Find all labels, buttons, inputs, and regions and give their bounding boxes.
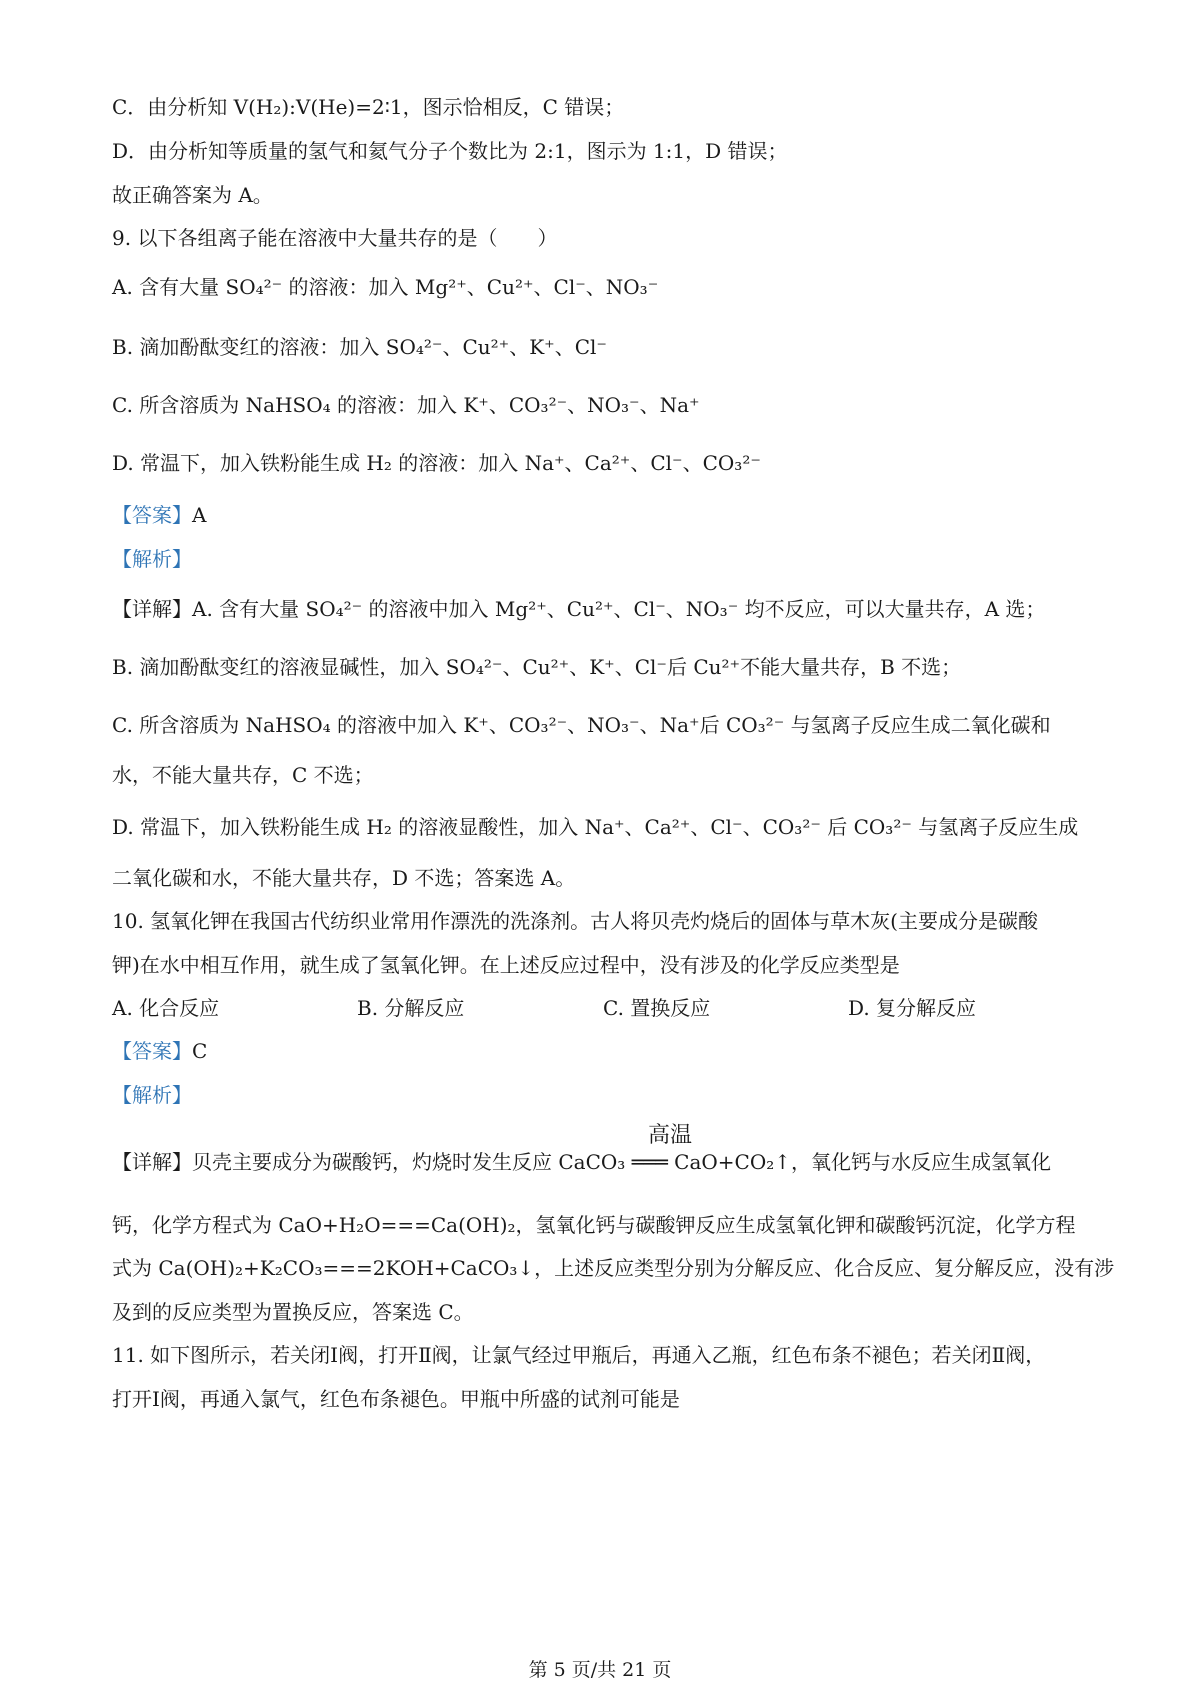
q8-conclusion: 故正确答案为 A。 (112, 183, 273, 207)
q9-option-b: B. 滴加酚酞变红的溶液：加入 SO₄²⁻、Cu²⁺、K⁺、Cl⁻ (112, 335, 607, 359)
q9-answer (112, 501, 206, 529)
q8-option-c-explanation: C．由分析知 V(H₂):V(He)=2∶1，图示恰相反，C 错误； (112, 95, 625, 119)
q10-option-a: A. 化合反应 (112, 996, 220, 1020)
q9-detail-tag: 【详解】 (112, 597, 192, 621)
q10-detail-text: 贝壳主要成分为碳酸钙，灼烧时发生反应 CaCO₃ ═══ CaO+CO₂↑，氧化钙与水反应生成氢氧化 (192, 1150, 1051, 1174)
q9-analysis (112, 545, 192, 573)
q9-answer-value: A (192, 503, 207, 527)
q9-option-c: C. 所含溶质为 NaHSO₄ 的溶液：加入 K⁺、CO₃²⁻、NO₃⁻、Na⁺ (112, 393, 700, 417)
q11-stem: 11. 如下图所示，若关闭Ⅰ阀，打开Ⅱ阀，让氯气经过甲瓶后，再通入乙瓶，红色布条不褪色；若关闭Ⅱ阀， (112, 1343, 1046, 1367)
q9-stem: 9. 以下各组离子能在溶液中大量共存的是（ ） (112, 226, 558, 250)
q9-detail-a (112, 595, 1045, 623)
q10-detail (112, 1148, 1051, 1176)
q10-stem: 10. 氢氧化钾在我国古代纺织业常用作漂洗的洗涤剂。古人将贝壳灼烧后的固体与草木灰(主要成分是碳酸 (112, 909, 1038, 933)
q10-stem-cont: 钾)在水中相互作用，就生成了氢氧化钾。在上述反应过程中，没有涉及的化学反应类型是 (112, 953, 900, 977)
reaction-condition: 高温 (648, 1123, 693, 1148)
q9-analysis-tag: 【解析】 (112, 547, 192, 571)
q9-detail-d: D. 常温下，加入铁粉能生成 H₂ 的溶液显酸性，加入 Na⁺、Ca²⁺、Cl⁻、CO₃²⁻ 后 CO₃²⁻ 与氢离子反应生成 (112, 815, 1079, 839)
q9-detail-c-cont: 水，不能大量共存，C 不选； (112, 763, 374, 787)
q9-option-a: A. 含有大量 SO₄²⁻ 的溶液：加入 Mg²⁺、Cu²⁺、Cl⁻、NO₃⁻ (112, 275, 659, 299)
q8-option-d-explanation: D．由分析知等质量的氢气和氦气分子个数比为 2:1，图示为 1:1，D 错误； (112, 139, 788, 163)
q10-analysis (112, 1081, 192, 1109)
q10-detail-cont-3: 及到的反应类型为置换反应，答案选 C。 (112, 1300, 474, 1324)
q10-option-d: D. 复分解反应 (848, 996, 977, 1020)
q10-detail-cont-2: 式为 Ca(OH)₂+K₂CO₃===2KOH+CaCO₃↓，上述反应类型分别为分解反应、化合反应、复分解反应，没有涉 (112, 1256, 1115, 1280)
q10-analysis-tag: 【解析】 (112, 1083, 192, 1107)
q9-option-d: D. 常温下，加入铁粉能生成 H₂ 的溶液：加入 Na⁺、Ca²⁺、Cl⁻、CO₃²⁻ (112, 451, 761, 475)
q9-detail-b: B. 滴加酚酞变红的溶液显碱性，加入 SO₄²⁻、Cu²⁺、K⁺、Cl⁻后 Cu²⁺不能大量共存，B 不选； (112, 655, 962, 679)
q10-detail-cont-1: 钙，化学方程式为 CaO+H₂O===Ca(OH)₂，氢氧化钙与碳酸钾反应生成氢氧化钾和碳酸钙沉淀，化学方程 (112, 1213, 1076, 1237)
q10-answer-tag: 【答案】 (112, 1039, 192, 1063)
q9-answer-tag: 【答案】 (112, 503, 192, 527)
q11-stem-cont: 打开Ⅰ阀，再通入氯气，红色布条褪色。甲瓶中所盛的试剂可能是 (112, 1387, 680, 1411)
q10-option-c: C. 置换反应 (603, 996, 711, 1020)
q10-answer-value: C (192, 1039, 208, 1063)
q10-option-b: B. 分解反应 (357, 996, 465, 1020)
q10-detail-tag: 【详解】 (112, 1150, 192, 1174)
q9-detail-a-text: A. 含有大量 SO₄²⁻ 的溶液中加入 Mg²⁺、Cu²⁺、Cl⁻、NO₃⁻ 均不反应，可以大量共存，A 选； (192, 597, 1046, 621)
q9-detail-d-cont: 二氧化碳和水，不能大量共存，D 不选；答案选 A。 (112, 866, 576, 890)
q10-answer (112, 1037, 207, 1065)
page-footer: 第 5 页/共 21 页 (528, 1659, 672, 1681)
q9-detail-c: C. 所含溶质为 NaHSO₄ 的溶液中加入 K⁺、CO₃²⁻、NO₃⁻、Na⁺后 CO₃²⁻ 与氢离子反应生成二氧化碳和 (112, 713, 1051, 737)
